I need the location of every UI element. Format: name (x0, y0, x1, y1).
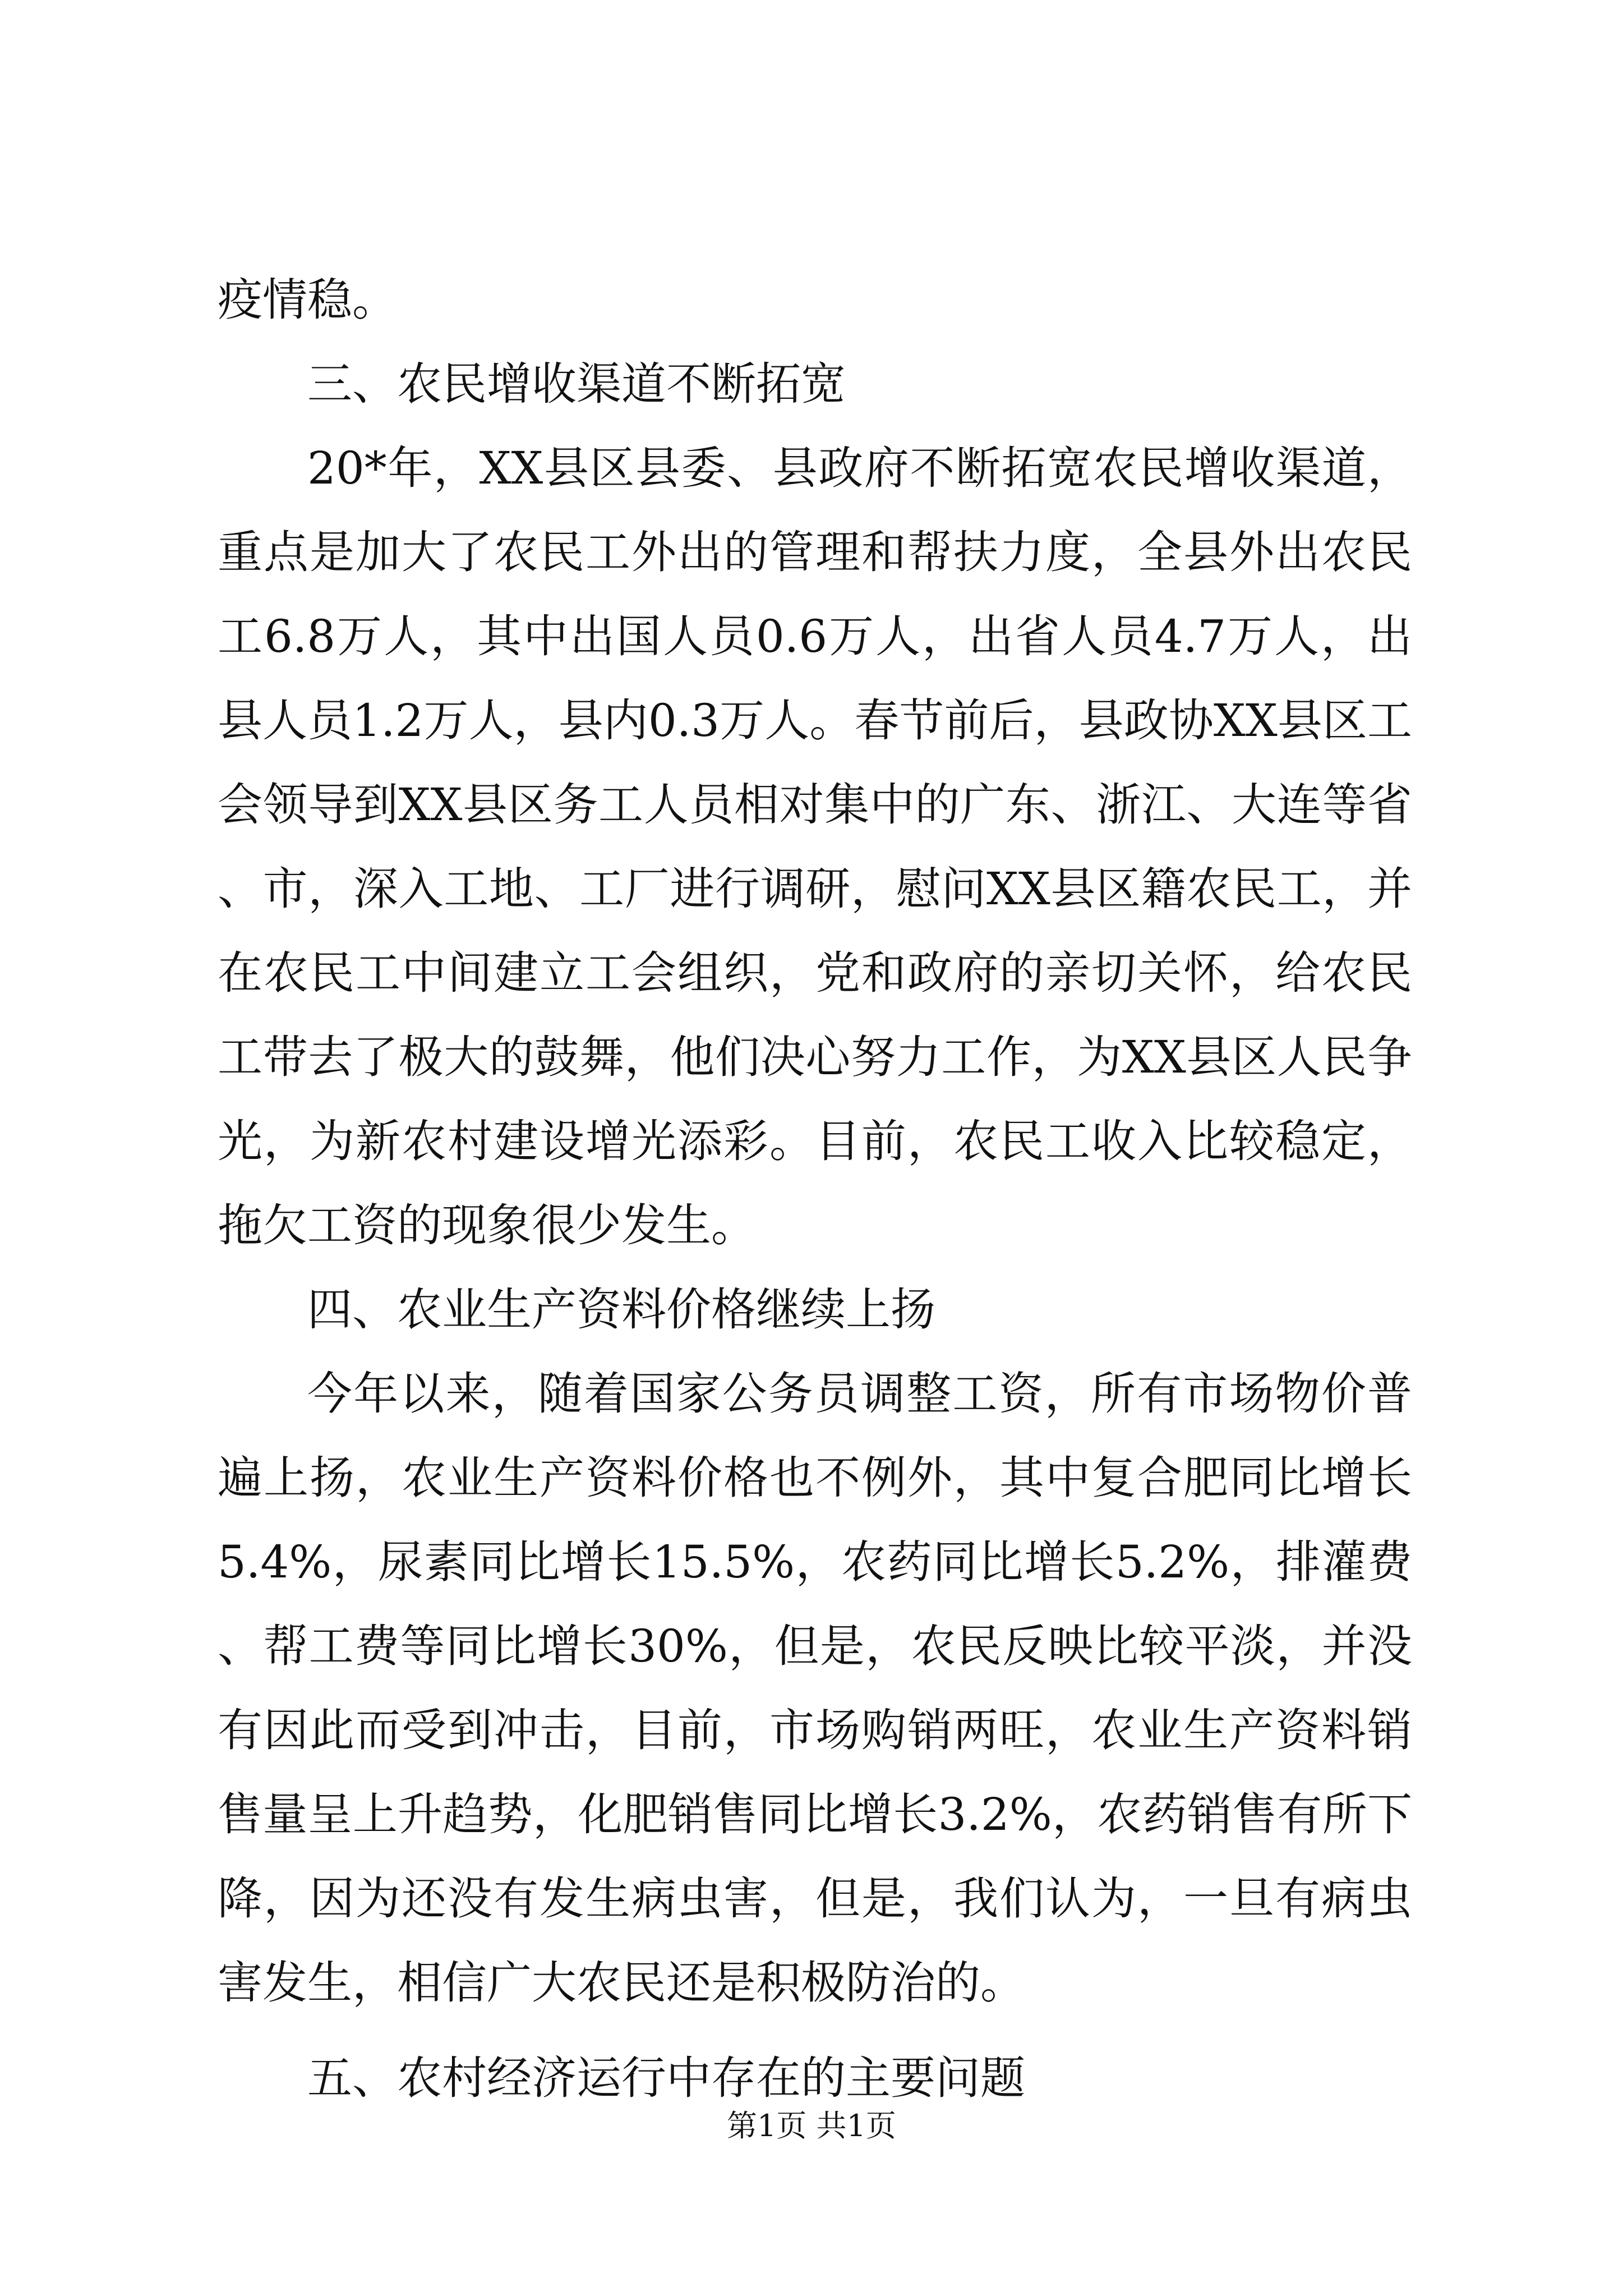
section-heading-5: 五、农村经济运行中存在的主要问题 (307, 2052, 1025, 2104)
document-body (218, 258, 1412, 2120)
page-footer: 第1页 共1页 (727, 2108, 896, 2143)
paragraph-agricultural-prices: 今年以来，随着国家公务员调整工资，所有市场物价普遍上扬，农业生产资料价格也不例外，其中复合肥同比增长5.4%，尿素同比增长15.5%，农药同比增长5.2%，排灌费、帮工费等同比增长30%，但是，农民反映比较平淡，并没有因此而受到冲击，目前，市场购销两旺，农业生产资料销售量呈上升趋势，化肥销售同比增长3.2%，农药销售有所下降，因为还没有发生病虫害，但是，我们认为，一旦有病虫害发生，相信广大农民还是积极防治的。 (218, 1368, 1412, 2009)
section-heading-4: 四、农业生产资料价格继续上扬 (307, 1283, 935, 1336)
paragraph-migrant-workers: 20*年，XX县区县委、县政府不断拓宽农民增收渠道，重点是加大了农民工外出的管理和帮扶力度，全县外出农民工6.8万人，其中出国人员0.6万人，出省人员4.7万人，出县人员1.2万人，县内0.3万人。春节前后，县政协XX县区工会领导到XX县区务工人员相对集中的广东、浙江、大连等省、市，深入工地、工厂进行调研，慰问XX县区籍农民工，并在农民工中间建立工会组织，党和政府的亲切关怀，给农民工带去了极大的鼓舞，他们决心努力工作，为XX县区人民争光，为新农村建设增光添彩。目前，农民工收入比较稳定，拖欠工资的现象很少发生。 (218, 442, 1412, 1251)
section-heading-3: 三、农民增收渠道不断拓宽 (307, 358, 846, 410)
paragraph-continuation: 疫情稳。 (218, 274, 397, 326)
